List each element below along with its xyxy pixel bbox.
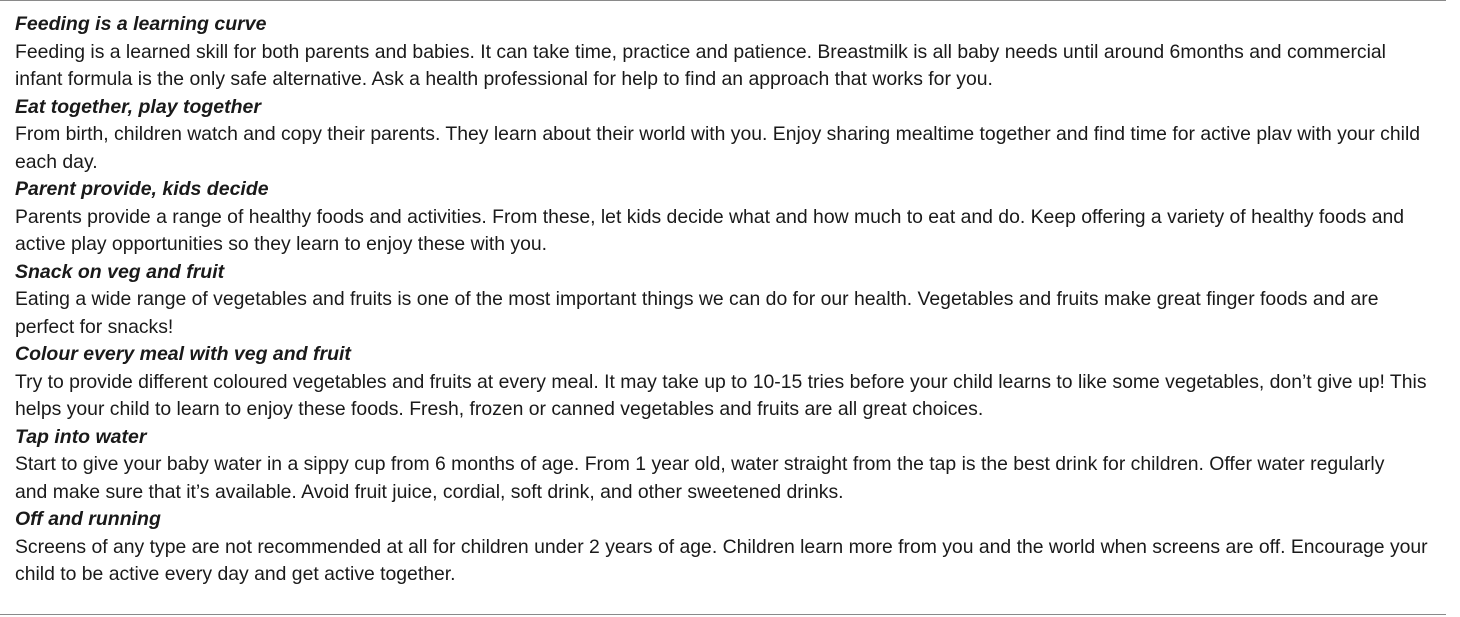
section-line: Screens of any type are not recommended at all for children under 2 years of age. Children learn more from you and the world when screens are off. Encourage your [15,535,1428,558]
section-tap-water [15,424,1455,507]
section-heading: Off and running [15,508,161,530]
section-heading: Eat together, play together [15,95,261,118]
section-line: Eating a wide range of vegetables and fruits is one of the most important things we can do for our health. Vegetables and fruits make great finger foods and are [15,288,1379,310]
section-colour-meal [15,341,1455,424]
section-heading: Parent provide, kids decide [15,178,269,200]
section-heading: Snack on veg and fruit [15,260,225,283]
section-heading: Colour every meal with veg and fruit [15,343,351,365]
guidelines-table [15,11,1455,589]
section-parent-provide [15,176,1455,259]
section-heading: Feeding is a learning curve [15,13,267,35]
table-top-rule [0,0,1446,1]
section-line: each day. [15,150,98,173]
section-line: and make sure that it’s available. Avoid fruit juice, cordial, soft drink, and other sweetened drinks. [15,480,844,503]
section-off-running [15,506,1455,589]
section-eat-together [15,94,1455,177]
section-line: perfect for snacks! [15,315,174,338]
section-line: Parents provide a range of healthy foods and activities. From these, let kids decide what and how much to eat and do. Keep offering a variety of healthy foods and [15,205,1405,228]
section-line: Try to provide different coloured vegetables and fruits at every meal. It may take up to 10-15 tries before your child learns to like some vegetables, don’t give up! This [15,370,1427,393]
section-snack [15,259,1455,342]
section-line: helps your child to learn to enjoy these foods. Fresh, frozen or canned vegetables and fruits are all great choices. [15,398,984,420]
section-line: Feeding is a learned skill for both parents and babies. It can take time, practice and patience. Breastmilk is all baby needs until around 6months and commercial [15,40,1386,63]
section-line: child to be active every day and get active together. [15,563,456,585]
section-line: From birth, children watch and copy their parents. They learn about their world with you. Enjoy sharing mealtime together and find time for active plav with your child [15,123,1421,145]
section-line: infant formula is the only safe alternative. Ask a health professional for help to find an approach that works for you. [15,68,993,90]
section-feeding [15,11,1455,94]
section-line: active play opportunities so they learn to enjoy these with you. [15,233,548,255]
section-line: Start to give your baby water in a sippy cup from 6 months of age. From 1 year old, water straight from the tap is the best drink for children. Offer water regularly [15,453,1385,475]
section-heading: Tap into water [15,425,147,448]
table-bottom-rule [0,614,1446,615]
